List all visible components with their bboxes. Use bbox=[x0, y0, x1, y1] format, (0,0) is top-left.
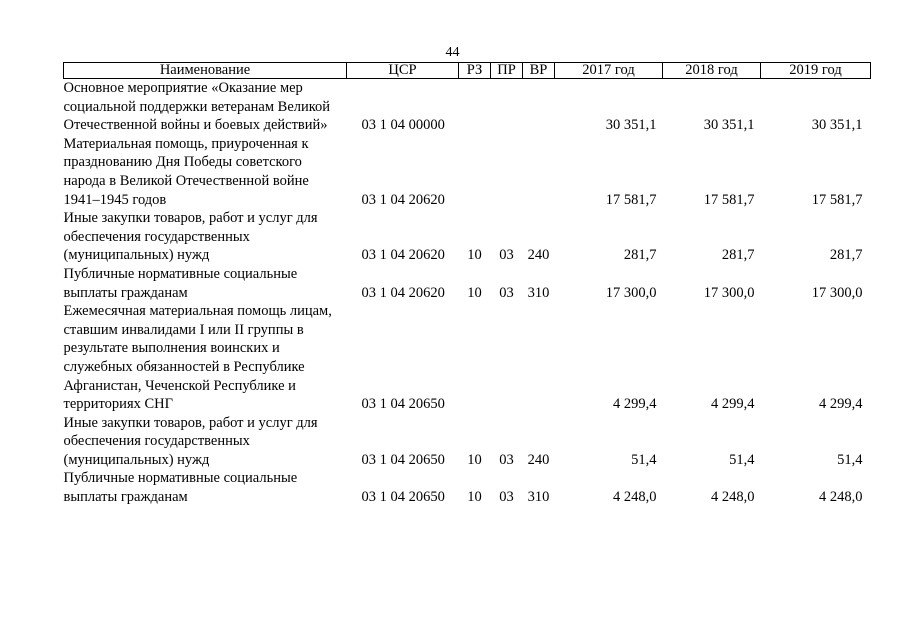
row-csr: 03 1 04 20620 bbox=[361, 284, 445, 301]
row-name: Иные закупки товаров, работ и услуг для обеспечения государственных (муниципальных) нужд bbox=[63, 210, 318, 264]
row-2018: 4 248,0 bbox=[711, 489, 755, 506]
row-2019: 51,4 bbox=[837, 451, 863, 468]
row-2017: 281,7 bbox=[623, 247, 657, 264]
header-pr: ПР bbox=[491, 63, 523, 79]
row-vr: 310 bbox=[527, 489, 550, 506]
row-rz: 10 bbox=[467, 451, 482, 468]
row-rz bbox=[459, 135, 491, 209]
header-vr: ВР bbox=[523, 63, 555, 79]
row-2017: 51,4 bbox=[631, 451, 657, 468]
row-pr: 03 bbox=[499, 284, 514, 301]
row-rz bbox=[459, 79, 491, 135]
row-name: Ежемесячная материальная помощь лицам, ставшим инвалидами I или II группы в результате выполнения воинских и служебных обязанностей в Республике Афганистан, Чеченской Республике и территориях СНГ bbox=[63, 303, 332, 413]
header-2018: 2018 год bbox=[663, 63, 761, 79]
row-csr: 03 1 04 20650 bbox=[361, 489, 445, 506]
table-row bbox=[64, 79, 871, 135]
row-2019: 4 299,4 bbox=[819, 396, 863, 413]
row-rz: 10 bbox=[467, 489, 482, 506]
row-2017: 17 300,0 bbox=[605, 284, 657, 301]
row-vr bbox=[523, 79, 555, 135]
row-vr: 240 bbox=[527, 451, 550, 468]
row-name: Публичные нормативные социальные выплаты гражданам bbox=[63, 265, 298, 301]
row-name: Публичные нормативные социальные выплаты гражданам bbox=[63, 470, 298, 506]
table-row bbox=[64, 302, 871, 414]
row-name: Иные закупки товаров, работ и услуг для обеспечения государственных (муниципальных) нужд bbox=[63, 414, 318, 468]
row-2019: 30 351,1 bbox=[811, 117, 863, 134]
row-2017: 4 248,0 bbox=[613, 489, 657, 506]
table-row bbox=[64, 265, 871, 302]
row-2019: 281,7 bbox=[829, 247, 863, 264]
row-2017: 17 581,7 bbox=[605, 191, 657, 208]
row-vr: 240 bbox=[527, 247, 550, 264]
header-rz: РЗ bbox=[459, 63, 491, 79]
table-header-row bbox=[64, 63, 871, 79]
row-2019: 4 248,0 bbox=[819, 489, 863, 506]
header-name: Наименование bbox=[64, 63, 347, 79]
header-2017: 2017 год bbox=[555, 63, 663, 79]
row-2018: 17 300,0 bbox=[703, 284, 755, 301]
row-rz: 10 bbox=[467, 247, 482, 264]
row-pr bbox=[491, 135, 523, 209]
row-2018: 17 581,7 bbox=[703, 191, 755, 208]
row-2018: 4 299,4 bbox=[711, 396, 755, 413]
header-2019: 2019 год bbox=[761, 63, 871, 79]
row-pr: 03 bbox=[499, 451, 514, 468]
row-rz bbox=[459, 302, 491, 414]
row-vr: 310 bbox=[527, 284, 550, 301]
row-2017: 4 299,4 bbox=[613, 396, 657, 413]
row-2019: 17 581,7 bbox=[811, 191, 863, 208]
row-csr: 03 1 04 20650 bbox=[361, 451, 445, 468]
row-csr: 03 1 04 20620 bbox=[361, 247, 445, 264]
table-row bbox=[64, 135, 871, 209]
row-pr bbox=[491, 79, 523, 135]
row-pr: 03 bbox=[499, 247, 514, 264]
row-csr: 03 1 04 00000 bbox=[361, 117, 445, 134]
row-2018: 281,7 bbox=[721, 247, 755, 264]
row-name: Основное мероприятие «Оказание мер социальной поддержки ветеранам Великой Отечественной войны и боевых действий» bbox=[63, 80, 331, 134]
header-csr: ЦСР bbox=[347, 63, 459, 79]
table-row bbox=[64, 469, 871, 506]
page-number: 44 bbox=[445, 45, 460, 60]
row-2018: 30 351,1 bbox=[703, 117, 755, 134]
row-2017: 30 351,1 bbox=[605, 117, 657, 134]
row-csr: 03 1 04 20650 bbox=[361, 396, 445, 413]
table-row bbox=[64, 209, 871, 265]
row-2019: 17 300,0 bbox=[811, 284, 863, 301]
row-vr bbox=[523, 135, 555, 209]
row-pr: 03 bbox=[499, 489, 514, 506]
row-rz: 10 bbox=[467, 284, 482, 301]
row-2018: 51,4 bbox=[729, 451, 755, 468]
row-name: Материальная помощь, приуроченная к празднованию Дня Победы советского народа в Великой Отечественной войне 1941–1945 годов bbox=[63, 135, 309, 208]
row-pr bbox=[491, 302, 523, 414]
row-csr: 03 1 04 20620 bbox=[361, 191, 445, 208]
table-row bbox=[64, 414, 871, 470]
budget-table bbox=[63, 62, 871, 507]
row-vr bbox=[523, 302, 555, 414]
